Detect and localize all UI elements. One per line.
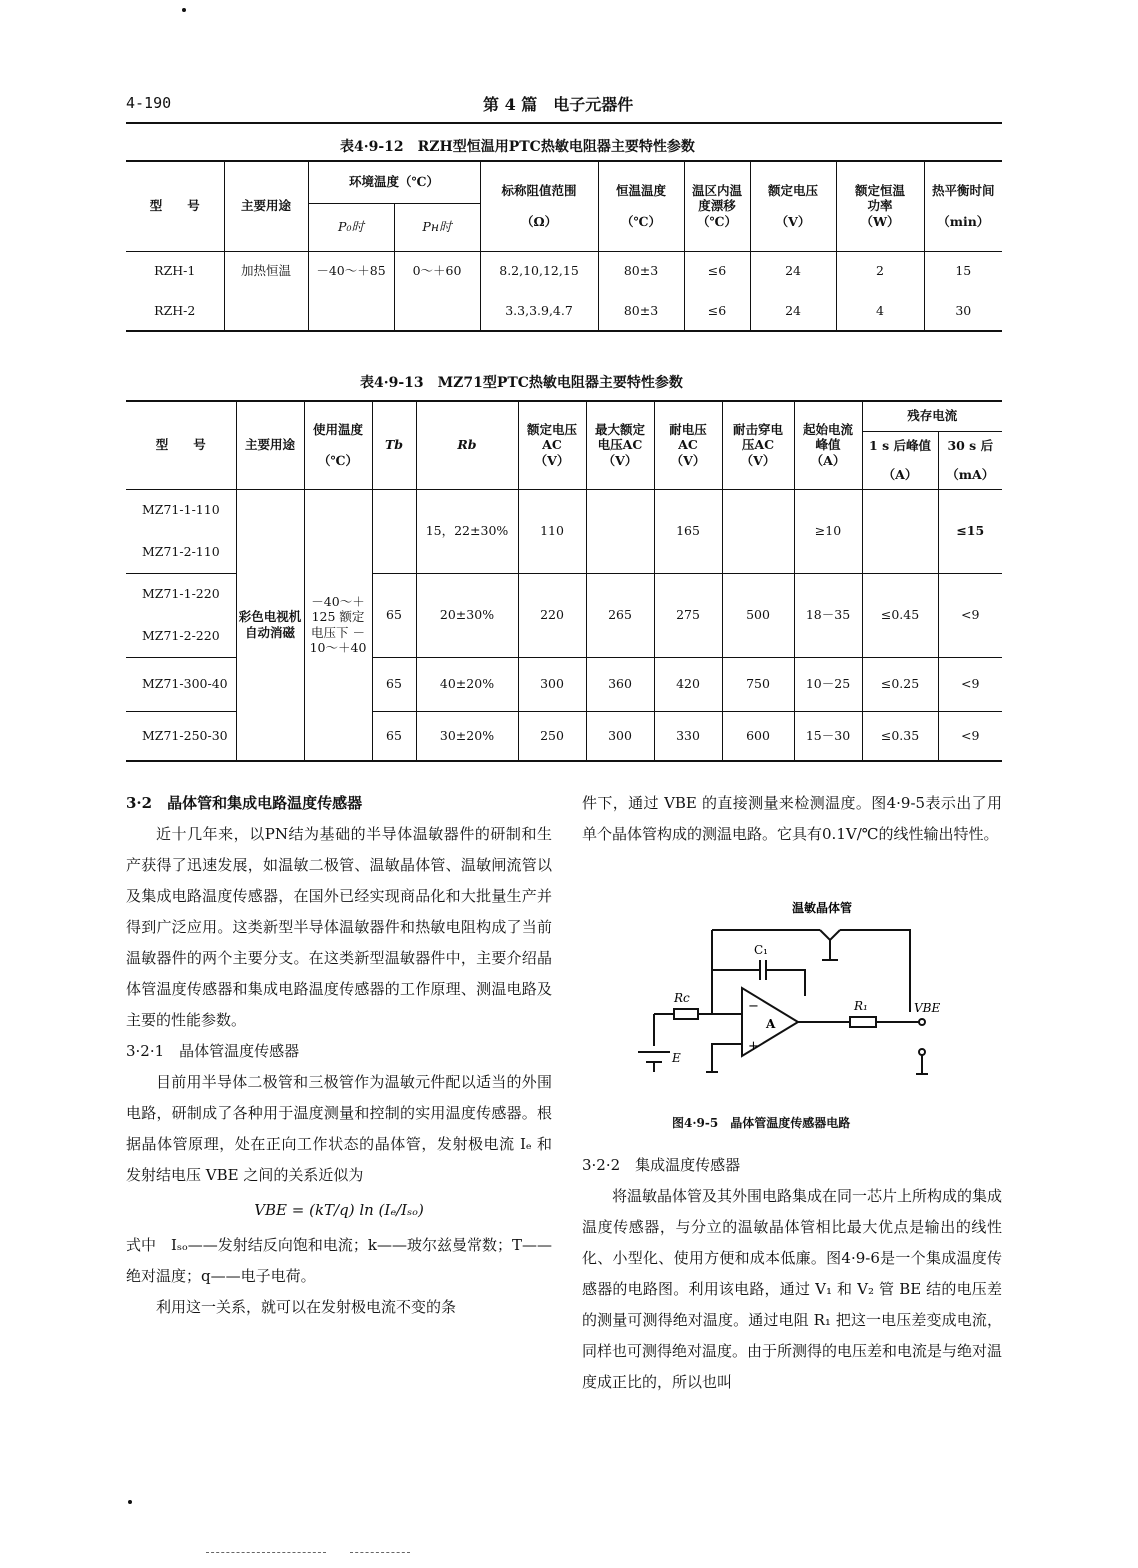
table2-caption: 表4·9-13 MZ71型PTC热敏电阻器主要特性参数 — [360, 375, 683, 391]
t2-r4-model: MZ71-300-40 — [126, 657, 236, 711]
figure-caption: 图4·9-5 晶体管温度传感器电路 — [672, 1116, 851, 1130]
circuit-figure — [630, 896, 960, 1096]
r1-label: R₁ — [854, 999, 868, 1013]
t2-h-res2: 30 s 后 — [938, 431, 1002, 461]
t2-g1-c7: ≥10 — [794, 489, 862, 573]
vbe-label: VBE — [914, 1001, 941, 1015]
t1-r1-c8: 2 — [836, 251, 924, 291]
table2 — [126, 400, 1002, 762]
t2-g2-c5: 275 — [654, 573, 722, 657]
t1-r1-c4: 8.2,10,12,15 — [480, 251, 598, 291]
t2-g2-rb: 20±30% — [416, 573, 518, 657]
t2-r5-c4: 300 — [586, 711, 654, 761]
t2-r4-c7: 10－25 — [794, 657, 862, 711]
t2-h-breakdown — [722, 401, 794, 489]
t1-r2-c4: 3.3,3.9,4.7 — [480, 291, 598, 331]
t2-h-withstand-1: 耐电压 — [669, 421, 707, 437]
t1-h-ratedv-unit: （V） — [775, 214, 811, 230]
t2-h-residual: 残存电流 — [862, 401, 1002, 431]
t1-r1-c1: 加热恒温 — [224, 251, 308, 291]
t2-g2-tb: 65 — [372, 573, 416, 657]
t2-h-rb: Rb — [416, 401, 518, 489]
t2-r2-model: MZ71-1-220 — [126, 573, 236, 615]
t1-r2-c2 — [308, 291, 394, 331]
scan-artifact — [350, 1552, 410, 1553]
t2-h-breakdown-unit: （V） — [740, 453, 776, 469]
t2-r5-c2: 30±20% — [416, 711, 518, 761]
t1-h-balance-label: 热平衡时间 — [932, 182, 995, 198]
t1-h-p0: P₀时 — [308, 203, 394, 251]
t1-h-model: 型 号 — [126, 161, 224, 251]
t2-g2-c7: 18－35 — [794, 573, 862, 657]
t2-g1-c3: 110 — [518, 489, 586, 573]
t2-r4-c5: 420 — [654, 657, 722, 711]
t2-r3-model: MZ71-2-220 — [142, 627, 220, 643]
t1-r2-c8: 4 — [836, 291, 924, 331]
minus-label: − — [748, 999, 759, 1014]
t2-h-withstand-unit: （V） — [670, 453, 706, 469]
t1-h-drift-2: 度漂移 — [698, 198, 736, 214]
t2-r0-model: MZ71-1-110 — [142, 502, 220, 518]
t1-h-drift-1: 温区内温 — [692, 182, 743, 198]
t2-r4-c2: 40±20% — [416, 657, 518, 711]
paragraph: 目前用半导体二极管和三极管作为温敏元件配以适当的外围电路，研制成了各种用于温度测量和控制的实用温度传感器。根据晶体管原理，处在正向工作状态的晶体管，发射极电流 Iₑ 和发射结电压 VBE 之间的关系近似为 — [126, 1073, 552, 1184]
t1-h-const-label: 恒温温度 — [616, 182, 667, 198]
t1-r1-c0: RZH-1 — [154, 263, 196, 279]
t2-h-res1: 1 s 后峰值 — [862, 431, 938, 461]
scan-artifact — [206, 1552, 326, 1553]
t2-h-temp-unit: （℃） — [318, 453, 358, 469]
t1-h-ratedv — [750, 161, 836, 251]
t2-r5-c1: 65 — [372, 711, 416, 761]
t1-h-drift-unit: （℃） — [697, 214, 737, 230]
t1-r1-c9: 15 — [924, 251, 1002, 291]
t2-g2-c3: 220 — [518, 573, 586, 657]
t1-h-const — [598, 161, 684, 251]
t1-h-ratedp-2: 功率 — [867, 198, 893, 214]
scan-speck — [128, 1500, 132, 1504]
section-heading-3-2: 3·2 晶体管和集成电路温度传感器 — [126, 794, 363, 812]
t2-h-surge — [794, 401, 862, 489]
t1-h-ratedp-1: 额定恒温 — [855, 182, 906, 198]
t1-r2-c7: 24 — [750, 291, 836, 331]
plus-label: + — [748, 1039, 759, 1054]
t2-r5-c9: <9 — [938, 711, 1002, 761]
t2-g1-c6 — [722, 489, 794, 573]
t2-g1-c8 — [862, 489, 938, 573]
t2-g2-c6: 500 — [722, 573, 794, 657]
paragraph: 利用这一关系，就可以在发射极电流不变的条 — [156, 1298, 457, 1316]
t1-r1-c2: －40～＋85 — [308, 251, 394, 291]
t2-h-withstand-ac: AC — [678, 437, 698, 453]
table-row — [126, 489, 1002, 531]
t2-g1-tb — [372, 489, 416, 573]
t2-h-withstand — [654, 401, 722, 489]
section-heading-3-2-1: 3·2·1 晶体管温度传感器 — [126, 1042, 300, 1060]
c1-label: C₁ — [754, 943, 768, 957]
table1-caption: 表4·9-12 RZH型恒温用PTC热敏电阻器主要特性参数 — [340, 139, 695, 155]
t2-r4-c3: 300 — [518, 657, 586, 711]
t2-h-temp — [304, 401, 372, 489]
t1-r2-c6: ≤6 — [684, 291, 750, 331]
t1-h-balance-unit: （min） — [937, 214, 990, 230]
t2-h-maxv-2: 电压AC — [597, 437, 643, 453]
t2-r4-c1: 65 — [372, 657, 416, 711]
t2-r4-c6: 750 — [722, 657, 794, 711]
t2-h-temp-label: 使用温度 — [312, 421, 363, 437]
t2-h-breakdown-1: 耐击穿电 — [732, 421, 783, 437]
t2-h-surge-1: 起始电流 — [802, 421, 853, 437]
right-column-top — [582, 788, 1002, 850]
t2-h-surge-2: 峰值 — [815, 437, 841, 453]
t1-r2-c9: 30 — [924, 291, 1002, 331]
t1-r1-c7: 24 — [750, 251, 836, 291]
transistor-label: 温敏晶体管 — [792, 901, 853, 915]
t2-h-tb: Tb — [372, 401, 416, 489]
formula: VBE = (kT/q) ln (Iₑ/Iₛₒ) — [254, 1201, 424, 1219]
t1-h-res-unit: （Ω） — [520, 214, 558, 230]
t1-r2-c3 — [394, 291, 480, 331]
amp-label: A — [766, 1017, 776, 1031]
t2-g1-c9: ≤15 — [938, 489, 1002, 573]
t2-h-usage: 主要用途 — [236, 401, 304, 489]
t2-h-ratedv-ac: AC — [542, 437, 562, 453]
t2-r5-model: MZ71-250-30 — [126, 711, 236, 761]
paragraph: 件下，通过 VBE 的直接测量来检测温度。图4·9-5表示出了用单个晶体管构成的测温电路。它具有0.1V/℃的线性输出特性。 — [582, 794, 1002, 843]
t2-g2-c9: <9 — [938, 573, 1002, 657]
t2-g1-c4 — [586, 489, 654, 573]
left-column — [126, 788, 552, 1323]
t2-usage-cell: 彩色电视机自动消磁 — [236, 489, 304, 761]
right-column-bottom — [582, 1150, 1002, 1398]
t1-h-ambient: 环境温度（℃） — [308, 161, 480, 203]
t1-r1-c5: 80±3 — [598, 251, 684, 291]
rc-label: Rc — [674, 991, 690, 1005]
t2-r4-c8: ≤0.25 — [862, 657, 938, 711]
t2-r5-c5: 330 — [654, 711, 722, 761]
t2-h-breakdown-2: 压AC — [741, 437, 775, 453]
t1-h-usage: 主要用途 — [224, 161, 308, 251]
t2-g2-c8: ≤0.45 — [862, 573, 938, 657]
t2-r5-c7: 15－30 — [794, 711, 862, 761]
chapter-title: 第 4 篇 电子元器件 — [483, 95, 634, 114]
t1-h-res — [480, 161, 598, 251]
t2-h-res2-unit: （mA） — [938, 461, 1002, 489]
t1-h-balance — [924, 161, 1002, 251]
t2-r5-c6: 600 — [722, 711, 794, 761]
header-rule — [126, 122, 1002, 124]
table-row — [126, 251, 1002, 291]
section-heading-3-2-2: 3·2·2 集成温度传感器 — [582, 1156, 741, 1174]
t2-h-ratedv-1: 额定电压 — [526, 421, 577, 437]
t2-r5-c3: 250 — [518, 711, 586, 761]
t2-h-res1-unit: （A） — [862, 461, 938, 489]
t2-r4-c9: <9 — [938, 657, 1002, 711]
t1-h-ph: Pн时 — [394, 203, 480, 251]
t2-h-ratedv — [518, 401, 586, 489]
table1 — [126, 160, 1002, 332]
t2-temp-cell: －40～＋125 额定电压下 －10～＋40 — [304, 489, 372, 761]
t1-r1-c3: 0～＋60 — [394, 251, 480, 291]
t1-r2-c5: 80±3 — [598, 291, 684, 331]
t2-h-maxv — [586, 401, 654, 489]
t1-h-ratedp — [836, 161, 924, 251]
paragraph: 式中 Iₛₒ——发射结反向饱和电流；k——玻尔兹曼常数；T——绝对温度；q——电子电荷。 — [126, 1236, 552, 1285]
t2-g2-c4: 265 — [586, 573, 654, 657]
paragraph: 近十几年来，以PN结为基础的半导体温敏器件的研制和生产获得了迅速发展，如温敏二极管、温敏晶体管、温敏闸流管以及集成电路温度传感器，在国外已经实现商品化和大批量生产并得到广泛应用。这类新型半导体温敏器件和热敏电阻构成了当前温敏器件的两个主要分支。在这类新型温敏器件中，主要介绍晶体管温度传感器和集成电路温度传感器的工作原理、测温电路及主要的性能参数。 — [126, 825, 552, 1029]
t2-r5-c8: ≤0.35 — [862, 711, 938, 761]
e-label: E — [672, 1051, 681, 1065]
t2-g1-rb: 15，22±30% — [416, 489, 518, 573]
scan-speck — [182, 8, 186, 12]
t2-g1-c5: 165 — [654, 489, 722, 573]
t1-r2-c0: RZH-2 — [154, 302, 196, 318]
t1-h-ratedv-label: 额定电压 — [768, 182, 819, 198]
t2-r4-c4: 360 — [586, 657, 654, 711]
t2-h-maxv-1: 最大额定 — [594, 421, 645, 437]
page-number: 4-190 — [126, 94, 172, 112]
t2-h-maxv-unit: （V） — [602, 453, 638, 469]
t2-h-model: 型 号 — [126, 401, 236, 489]
t1-h-drift — [684, 161, 750, 251]
t2-h-surge-unit: （A） — [810, 453, 846, 469]
table-row — [126, 291, 1002, 331]
paragraph: 将温敏晶体管及其外围电路集成在同一芯片上所构成的集成温度传感器，与分立的温敏晶体管相比最大优点是输出的线性化、小型化、使用方便和成本低廉。图4·9-6是一个集成温度传感器的电路图。利用该电路，通过 V₁ 和 V₂ 管 BE 结的电压差的测量可测得绝对温度。通过电阻 R₁ 把这一电压差变成电流，同样也可测得绝对温度。由于所测得的电压差和电流是与绝对温度成正比的，所以也叫 — [582, 1187, 1003, 1391]
t1-h-ratedp-unit: （W） — [860, 214, 900, 230]
t1-h-const-unit: （℃） — [621, 214, 661, 230]
t1-r2-c1 — [224, 291, 308, 331]
t1-h-res-label: 标称阻值范围 — [501, 182, 577, 198]
t2-h-ratedv-unit: （V） — [534, 453, 570, 469]
t1-r1-c6: ≤6 — [684, 251, 750, 291]
t2-r1-model: MZ71-2-110 — [142, 543, 220, 559]
